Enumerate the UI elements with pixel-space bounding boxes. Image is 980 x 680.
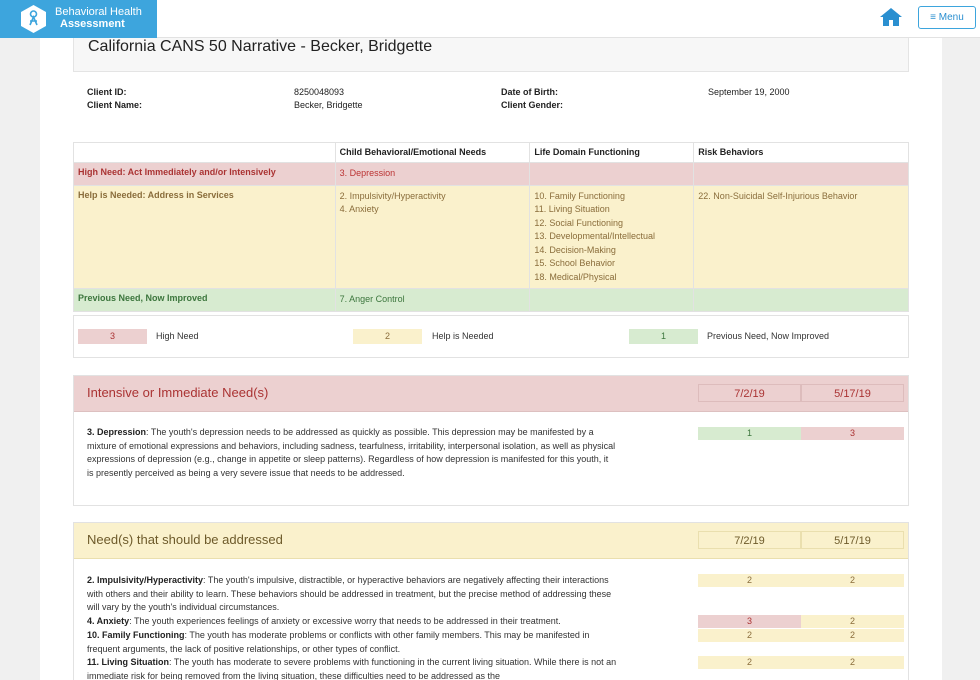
need-item: 4. Anxiety <box>339 204 379 214</box>
high-need-row <box>74 163 909 186</box>
score-cell: 2 <box>801 574 904 587</box>
previous-need-row <box>74 289 909 312</box>
intensive-panel-header <box>74 376 908 412</box>
score-cell: 2 <box>801 629 904 642</box>
home-icon[interactable] <box>879 6 903 28</box>
report-page <box>40 38 942 680</box>
score-cell: 1 <box>698 427 801 440</box>
high-need-child-cell <box>335 163 530 186</box>
need-item: 12. Social Functioning <box>534 217 623 228</box>
legend-improved-label: Previous Need, Now Improved <box>707 331 830 341</box>
intensive-date-2: 5/17/19 <box>801 384 904 402</box>
need-item: 3. Depression <box>339 168 396 178</box>
score-legend <box>73 315 909 358</box>
summary-header-row <box>74 143 909 163</box>
previous-need-label: Previous Need, Now Improved <box>74 289 336 312</box>
legend-help-label: Help is Needed <box>432 331 494 341</box>
item-name: 4. Anxiety <box>87 616 130 626</box>
need-item: 18. Medical/Physical <box>534 271 617 282</box>
need-item: 22. Non-Suicidal Self-Injurious Behavior <box>698 190 858 201</box>
score-cell: 2 <box>698 656 801 669</box>
help-needed-label: Help is Needed: Address in Services <box>74 185 336 289</box>
need-item: 13. Developmental/Intellectual <box>534 231 655 241</box>
dob-value: September 19, 2000 <box>708 87 790 97</box>
help-needed-risk-cell <box>694 185 909 289</box>
addressed-need-panel <box>73 522 909 680</box>
app-logo[interactable] <box>0 0 157 38</box>
legend-high-swatch: 3 <box>78 329 147 344</box>
intensive-item-text <box>87 426 617 480</box>
addressed-item-text <box>87 574 617 615</box>
need-item: 11. Living Situation <box>534 204 610 214</box>
help-needed-child-cell <box>335 185 530 289</box>
addressed-date-1: 7/2/19 <box>698 531 801 549</box>
top-nav-bar <box>0 0 980 38</box>
need-item: 10. Family Functioning <box>534 190 625 201</box>
high-need-life-cell <box>530 163 694 186</box>
need-item: 15. School Behavior <box>534 258 615 268</box>
header-life-domain: Life Domain Functioning <box>530 143 694 163</box>
needs-summary-table <box>73 142 909 312</box>
header-blank <box>74 143 336 163</box>
header-child-needs: Child Behavioral/Emotional Needs <box>335 143 530 163</box>
score-cell: 2 <box>801 615 904 628</box>
client-gender-label: Client Gender: <box>501 100 564 110</box>
legend-improved-swatch: 1 <box>629 329 698 344</box>
help-needed-row <box>74 185 909 289</box>
legend-help-swatch: 2 <box>353 329 422 344</box>
addressed-item-text <box>87 656 617 680</box>
item-name: 3. Depression <box>87 427 147 437</box>
score-cell: 2 <box>698 574 801 587</box>
item-name: 10. Family Functioning <box>87 630 185 640</box>
previous-need-child-cell <box>335 289 530 312</box>
addressed-item-text <box>87 629 617 656</box>
addressed-panel-title: Need(s) that should be addressed <box>87 532 283 547</box>
addressed-panel-header <box>74 523 908 559</box>
item-description: : The youth has moderate problems or conflicts with other family members. This may be manifested in frequent arguments, the lack of positive relationships, or other types of conflict. <box>87 630 590 654</box>
client-id-value: 8250048093 <box>294 87 345 97</box>
item-name: 2. Impulsivity/Hyperactivity <box>87 575 204 585</box>
need-item: 2. Impulsivity/Hyperactivity <box>339 190 446 201</box>
high-need-risk-cell <box>694 163 909 186</box>
item-description: : The youth experiences feelings of anxiety or excessive worry that needs to be addressed in their treatment. <box>129 616 561 626</box>
item-description: : The youth's impulsive, distractible, or hyperactive behaviors are negatively affecting their interactions with others and their ability to learn. These behaviors should be addressed in treatment, but the precise method of addressing these will vary by the youth's individual circumstances. <box>87 575 612 612</box>
client-id-label: Client ID: <box>87 87 127 97</box>
previous-need-life-cell <box>530 289 694 312</box>
previous-need-risk-cell <box>694 289 909 312</box>
client-name-label: Client Name: <box>87 100 143 110</box>
score-cell: 3 <box>801 427 904 440</box>
score-cell: 3 <box>698 615 801 628</box>
score-cell: 2 <box>698 629 801 642</box>
intensive-panel-title: Intensive or Immediate Need(s) <box>87 385 269 400</box>
app-name-line1: Behavioral Health <box>55 6 142 18</box>
help-needed-life-cell <box>530 185 694 289</box>
intensive-date-1: 7/2/19 <box>698 384 801 402</box>
score-cell: 2 <box>801 656 904 669</box>
header-risk-behaviors: Risk Behaviors <box>694 143 909 163</box>
app-name-line2: Assessment <box>60 18 125 30</box>
title-panel <box>73 38 909 72</box>
need-item: 14. Decision-Making <box>534 244 616 255</box>
menu-button[interactable]: ≡ Menu <box>918 6 976 29</box>
addressed-item-text <box>87 615 617 629</box>
client-name-value: Becker, Bridgette <box>294 100 363 110</box>
need-item: 7. Anger Control <box>339 294 405 304</box>
high-need-label: High Need: Act Immediately and/or Intensively <box>74 163 336 186</box>
intensive-need-panel <box>73 375 909 506</box>
dob-label: Date of Birth: <box>501 87 558 97</box>
addressed-date-2: 5/17/19 <box>801 531 904 549</box>
legend-high-label: High Need <box>156 331 199 341</box>
page-title: California CANS 50 Narrative - Becker, Bridgette <box>88 38 433 55</box>
item-description: : The youth's depression needs to be addressed as quickly as possible. This depression may be manifested by a mixture of emotional expressions and behaviors, including sadness, tearfulness, irritability, interpersonal isolation, as well as physical expressions of depression (e.g., change in appetite or sleep patterns). Regardless of how depression is manifested for this youth, it is presently perceived as being a very severe issue that needs to be addressed. <box>87 427 616 478</box>
item-name: 11. Living Situation <box>87 657 170 667</box>
item-description: : The youth has moderate to severe problems with functioning in the current living situation. While there is not an immediate risk for being removed from the living situation, these difficulties need to be addressed as the <box>87 657 617 680</box>
logo-hexagon-icon <box>20 4 47 34</box>
